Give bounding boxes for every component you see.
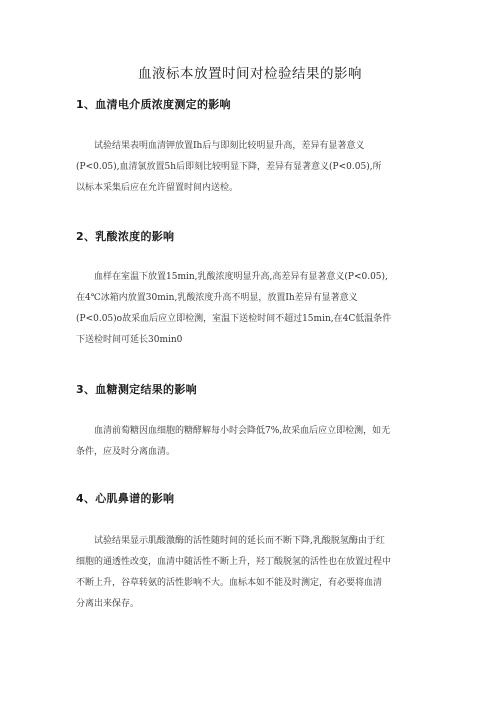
paragraph-line: 不断上升，谷草转氨的活性影响不大。血标本如不能及时测定，有必要将血清	[76, 578, 383, 588]
paragraph-line: 下送检时间可延长30min0	[76, 335, 183, 345]
paragraph-line: 血样在室温下放置15min,乳酸浓度明显升高,高差异有显著意义(P<0.05),	[94, 272, 388, 282]
document-title: 血液标本放置时间对检验结果的影响	[138, 66, 362, 82]
paragraph-line: (P<0.05)o故采血后应立即检测，室温下送检时间不超过15min,在4C低温条件	[76, 314, 392, 324]
paragraph-line: (P<0.05),血清氯放置5h后即刻比较明显下降，差异有显著意义(P<0.05),所	[76, 162, 382, 172]
paragraph-line: 血清前萄糖因血细胞的糖酵解每小时会降低7%,故采血后应立即检测，如无	[94, 426, 391, 436]
paragraph-line: 试验结果表明血清钾放置Ih后与即刻比较明显升高，差异有显著意义	[94, 141, 365, 151]
paragraph-line: 在4℃冰箱内放置30min,乳酸浓度升高不明显，放置Ih差异有显著意义	[76, 293, 358, 303]
paragraph-line: 细胞的通透性改变，血清中随活性不断上升，羟丁酸脱氢的活性也在放置过程中	[76, 557, 392, 567]
paragraph-line: 试验结果显示肌酸激酶的活性随时间的延长而不断下降,乳酸脱氢酶由于红	[94, 536, 385, 546]
paragraph-line: 以标本采集后应在允许留置时间内送检。	[76, 183, 239, 193]
section-3-paragraph	[76, 421, 436, 463]
section-1-heading: 1、血清电介质浓度测定的影响	[76, 98, 231, 111]
section-1-paragraph	[76, 136, 436, 199]
section-3-heading: 3、血糖测定结果的影响	[76, 383, 197, 396]
paragraph-line: 分离出来保存。	[76, 599, 140, 609]
section-2-heading: 2、乳酸浓度的影响	[76, 230, 175, 243]
section-4-heading: 4、心肌鼻谱的影响	[76, 492, 175, 505]
paragraph-line: 条件，应及时分离血清。	[76, 447, 176, 457]
section-4-paragraph	[76, 531, 436, 615]
section-2-paragraph	[76, 267, 436, 351]
